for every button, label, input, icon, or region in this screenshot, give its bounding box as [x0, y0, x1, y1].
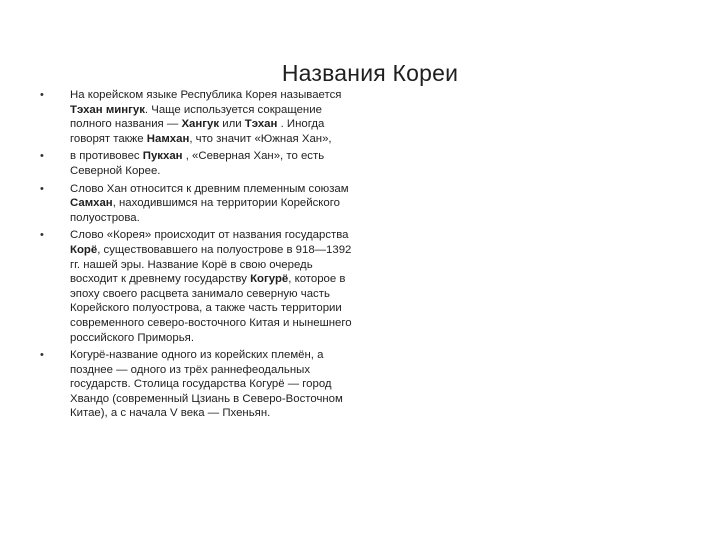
bold-term: Когурё [250, 273, 289, 286]
bullet-item [40, 88, 360, 146]
bullet-dot-icon: • [40, 89, 44, 101]
bold-term: Пукхан [142, 150, 183, 163]
bullet-dot-icon: • [40, 182, 44, 195]
text-run: . Чаще используется сокращение полного названия — [70, 103, 322, 131]
bullet-item [40, 348, 360, 421]
bullet-dot-icon: • [40, 150, 44, 163]
bold-term: Намхан [146, 132, 190, 145]
slide-title: Названия Кореи [281, 60, 459, 86]
bullet-item [40, 182, 360, 226]
bold-term: Тэхан мингук [70, 103, 145, 116]
bold-term: Хангук [181, 118, 220, 131]
text-run: Слово Хан относится к древним племенным союзам [70, 182, 349, 195]
bold-term: Самхан [70, 197, 113, 210]
text-run: . Иногда говорят также [70, 118, 325, 145]
text-run: в противовес [70, 150, 143, 163]
bullet-item [40, 149, 360, 178]
text-run: , «Северная Хан», то есть Северной Корее. [70, 150, 325, 177]
text-run: , что значит «Южная Хан», [189, 132, 332, 145]
bullet-dot-icon: • [40, 229, 44, 242]
bullet-dot-icon: • [40, 349, 44, 362]
bullet-text [70, 349, 343, 419]
text-run: Когурё-название одного из корейских племён, а позднее — одного из трёх раннефеодальных государств. Столица государства Когурё — город Хвандо (современный Цзиань в Северо-Восточном Китае), а с начала V века — Пхеньян. [70, 349, 343, 420]
text-run: Слово «Корея» происходит от названия государства [70, 229, 349, 242]
text-run: На корейском языке Республика Корея называется [70, 89, 342, 101]
bullet-list [40, 88, 360, 424]
text-run: или [219, 118, 245, 131]
text-run: , существовавшего на полуострове в 918—1392 гг. нашей эры. Название Корё в свою очередь восходит к древнему государству [70, 243, 352, 286]
text-run: , которое в эпоху своего расцвета занимало северную часть Корейского полуострова, а также часть территории современного северо-восточного Китая и нынешнего российского Приморья. [70, 273, 352, 344]
bullet-item [40, 228, 360, 345]
bullet-text [70, 150, 324, 177]
bold-term: Корё [70, 243, 98, 256]
bullet-text [70, 229, 352, 343]
bold-term: Тэхан [244, 118, 278, 131]
text-run: , находившимся на территории Корейского полуострова. [70, 197, 340, 224]
bullet-text [70, 89, 341, 145]
bullet-text [70, 183, 349, 224]
